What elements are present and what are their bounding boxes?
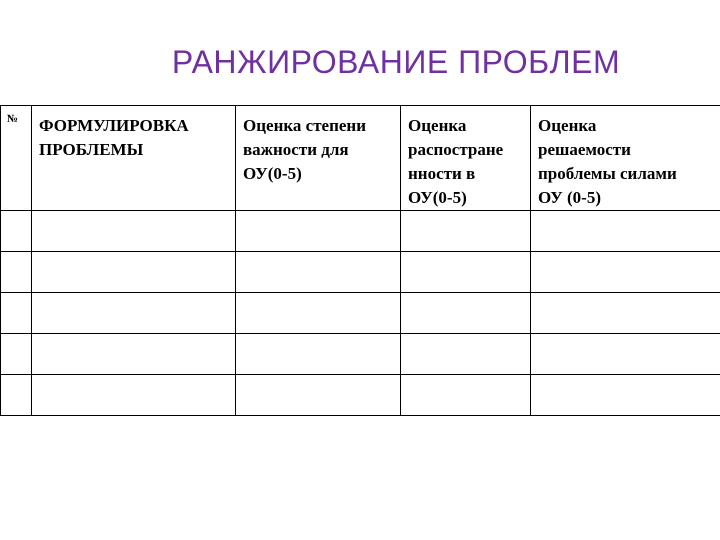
table-row [1,211,720,252]
table-cell[interactable] [32,211,236,252]
table-cell[interactable] [1,252,32,293]
table-row [1,375,720,416]
slide-title: РАНЖИРОВАНИЕ ПРОБЛЕМ [171,44,621,80]
header-solvability-score: Оценка решаемости проблемы силами ОУ (0-5) [531,106,720,211]
table-cell[interactable] [1,334,32,375]
table-cell[interactable] [236,252,401,293]
table-cell[interactable] [401,211,531,252]
table-cell[interactable] [401,293,531,334]
table-cell[interactable] [236,334,401,375]
table-cell[interactable] [236,211,401,252]
header-number: № [1,106,32,211]
table-row [1,293,720,334]
table-cell[interactable] [236,293,401,334]
header-importance-score: Оценка степени важности для ОУ(0-5) [236,106,401,211]
table-cell[interactable] [1,211,32,252]
table-cell[interactable] [32,375,236,416]
table-cell[interactable] [401,252,531,293]
table-cell[interactable] [32,293,236,334]
table-cell[interactable] [531,211,720,252]
table-header-row [1,106,720,211]
table-cell[interactable] [401,334,531,375]
table-cell[interactable] [236,375,401,416]
table-cell[interactable] [531,375,720,416]
header-prevalence-score: Оценка распостране нности в ОУ(0-5) [401,106,531,211]
table-cell[interactable] [32,252,236,293]
header-problem-statement: ФОРМУЛИРОВКА ПРОБЛЕМЫ [32,106,236,211]
table-cell[interactable] [1,375,32,416]
table-cell[interactable] [401,375,531,416]
table-cell[interactable] [531,334,720,375]
ranking-table [0,105,720,416]
table-cell[interactable] [531,293,720,334]
table-cell[interactable] [531,252,720,293]
table-row [1,334,720,375]
table-row [1,252,720,293]
table-cell[interactable] [32,334,236,375]
table-cell[interactable] [1,293,32,334]
